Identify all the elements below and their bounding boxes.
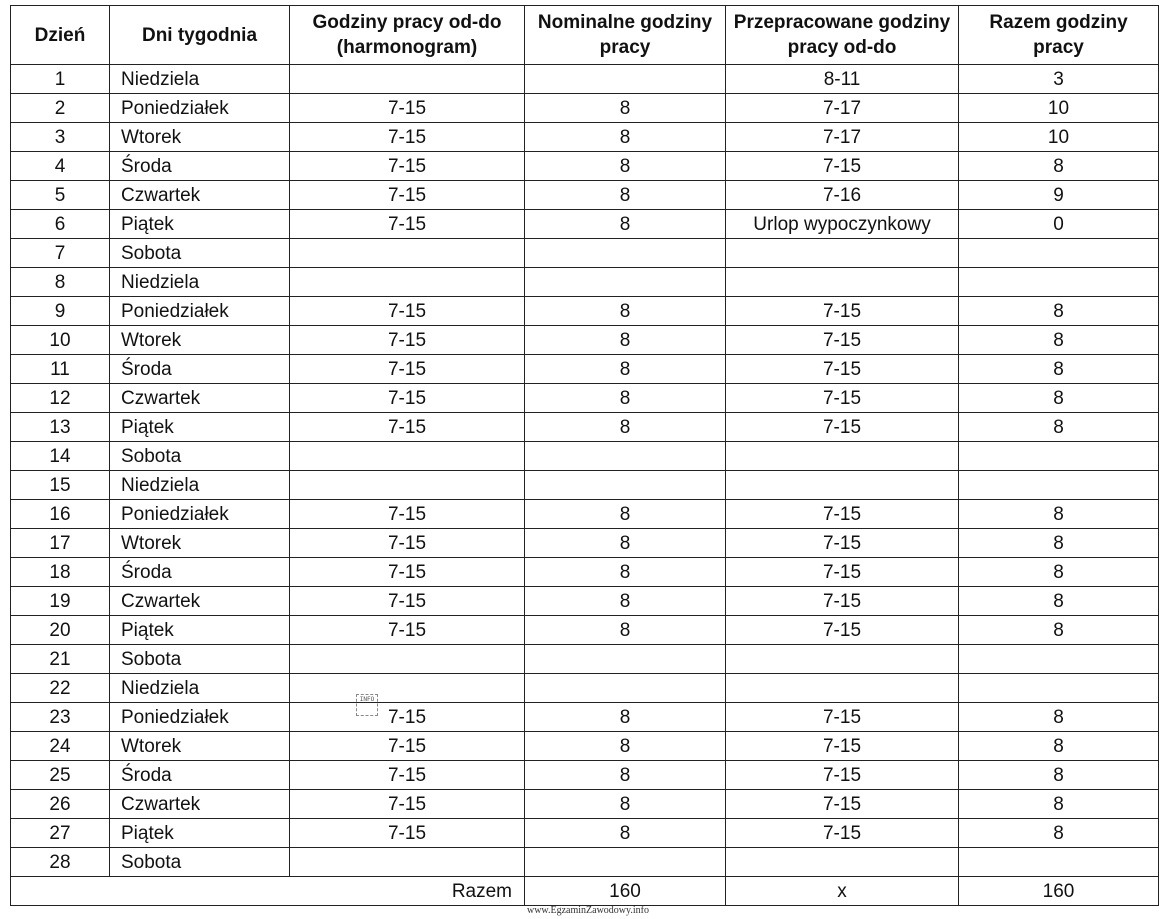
cell-total: 8 — [959, 819, 1159, 848]
header-weekday: Dni tygodnia — [110, 6, 290, 65]
cell-weekday: Wtorek — [110, 123, 290, 152]
cell-day: 7 — [11, 239, 110, 268]
cell-total: 0 — [959, 210, 1159, 239]
cell-scheduled: 7-15 — [290, 210, 525, 239]
cell-nominal — [525, 471, 726, 500]
cell-nominal — [525, 674, 726, 703]
cell-scheduled — [290, 65, 525, 94]
cell-nominal: 8 — [525, 703, 726, 732]
cell-weekday: Poniedziałek — [110, 94, 290, 123]
cell-nominal: 8 — [525, 384, 726, 413]
cell-total: 8 — [959, 732, 1159, 761]
cell-day: 22 — [11, 674, 110, 703]
cell-worked: 7-15 — [726, 732, 959, 761]
cell-scheduled: 7-15 — [290, 181, 525, 210]
cell-day: 5 — [11, 181, 110, 210]
cell-scheduled: 7-15 — [290, 355, 525, 384]
cell-day: 23 — [11, 703, 110, 732]
cell-nominal: 8 — [525, 152, 726, 181]
cell-worked — [726, 471, 959, 500]
cell-scheduled — [290, 268, 525, 297]
header-scheduled-hours: Godziny pracy od-do (harmonogram) — [290, 6, 525, 65]
cell-day: 8 — [11, 268, 110, 297]
cell-worked: 7-15 — [726, 297, 959, 326]
cell-day: 9 — [11, 297, 110, 326]
cell-worked: 7-16 — [726, 181, 959, 210]
cell-total: 8 — [959, 587, 1159, 616]
cell-total: 8 — [959, 326, 1159, 355]
cell-worked: 7-15 — [726, 703, 959, 732]
cell-worked — [726, 442, 959, 471]
cell-weekday: Sobota — [110, 848, 290, 877]
cell-nominal: 8 — [525, 94, 726, 123]
cell-scheduled: 7-15 — [290, 529, 525, 558]
cell-scheduled — [290, 645, 525, 674]
cell-worked: 8-11 — [726, 65, 959, 94]
cell-scheduled — [290, 442, 525, 471]
table-row — [11, 848, 1159, 877]
table-row — [11, 442, 1159, 471]
cell-scheduled: 7-15 — [290, 500, 525, 529]
cell-weekday: Środa — [110, 761, 290, 790]
table-row — [11, 326, 1159, 355]
header-total-hours: Razem godziny pracy — [959, 6, 1159, 65]
cell-day: 16 — [11, 500, 110, 529]
table-row — [11, 703, 1159, 732]
total-hours: 160 — [959, 877, 1159, 906]
table-row — [11, 239, 1159, 268]
cell-day: 12 — [11, 384, 110, 413]
table-row — [11, 471, 1159, 500]
cell-scheduled — [290, 471, 525, 500]
cell-weekday: Czwartek — [110, 384, 290, 413]
header-worked-hours: Przepracowane godziny pracy od-do — [726, 6, 959, 65]
cell-day: 21 — [11, 645, 110, 674]
work-hours-table — [10, 5, 1159, 906]
cell-nominal — [525, 65, 726, 94]
cell-scheduled: 7-15 — [290, 587, 525, 616]
table-row — [11, 732, 1159, 761]
cell-day: 26 — [11, 790, 110, 819]
table-row — [11, 558, 1159, 587]
cell-nominal: 8 — [525, 181, 726, 210]
cell-worked — [726, 239, 959, 268]
cell-scheduled: 7-15 — [290, 123, 525, 152]
header-row — [11, 6, 1159, 65]
cell-nominal: 8 — [525, 355, 726, 384]
cell-weekday: Piątek — [110, 819, 290, 848]
info-stamp: INFO — [356, 694, 378, 716]
cell-total: 3 — [959, 65, 1159, 94]
table-row — [11, 500, 1159, 529]
cell-scheduled: 7-15 — [290, 413, 525, 442]
cell-total: 8 — [959, 500, 1159, 529]
cell-nominal — [525, 442, 726, 471]
cell-total: 9 — [959, 181, 1159, 210]
cell-day: 24 — [11, 732, 110, 761]
cell-weekday: Niedziela — [110, 65, 290, 94]
cell-weekday: Niedziela — [110, 268, 290, 297]
table-body — [11, 65, 1159, 877]
cell-scheduled: 7-15 — [290, 326, 525, 355]
cell-worked: Urlop wypoczynkowy — [726, 210, 959, 239]
table-row — [11, 413, 1159, 442]
table-row — [11, 355, 1159, 384]
table-row — [11, 790, 1159, 819]
cell-day: 4 — [11, 152, 110, 181]
cell-weekday: Poniedziałek — [110, 297, 290, 326]
cell-day: 2 — [11, 94, 110, 123]
table-row — [11, 152, 1159, 181]
cell-nominal — [525, 268, 726, 297]
cell-worked: 7-15 — [726, 529, 959, 558]
cell-total — [959, 442, 1159, 471]
table-row — [11, 181, 1159, 210]
cell-worked: 7-15 — [726, 761, 959, 790]
cell-day: 28 — [11, 848, 110, 877]
cell-worked — [726, 674, 959, 703]
cell-weekday: Czwartek — [110, 790, 290, 819]
cell-worked: 7-17 — [726, 94, 959, 123]
table-row — [11, 268, 1159, 297]
table-row — [11, 123, 1159, 152]
table-row — [11, 94, 1159, 123]
cell-scheduled — [290, 239, 525, 268]
cell-day: 14 — [11, 442, 110, 471]
cell-total: 8 — [959, 413, 1159, 442]
total-nominal: 160 — [525, 877, 726, 906]
cell-nominal: 8 — [525, 413, 726, 442]
cell-scheduled: 7-15 — [290, 732, 525, 761]
cell-worked: 7-15 — [726, 384, 959, 413]
cell-day: 15 — [11, 471, 110, 500]
cell-weekday: Niedziela — [110, 471, 290, 500]
cell-day: 25 — [11, 761, 110, 790]
cell-day: 19 — [11, 587, 110, 616]
cell-day: 20 — [11, 616, 110, 645]
cell-scheduled: 7-15 — [290, 819, 525, 848]
cell-scheduled — [290, 674, 525, 703]
cell-worked — [726, 268, 959, 297]
cell-nominal — [525, 848, 726, 877]
cell-total: 8 — [959, 152, 1159, 181]
table-row — [11, 761, 1159, 790]
header-day: Dzień — [11, 6, 110, 65]
cell-nominal: 8 — [525, 558, 726, 587]
cell-worked — [726, 645, 959, 674]
cell-weekday: Piątek — [110, 210, 290, 239]
cell-weekday: Sobota — [110, 239, 290, 268]
cell-total: 8 — [959, 703, 1159, 732]
cell-nominal: 8 — [525, 529, 726, 558]
cell-total — [959, 239, 1159, 268]
cell-nominal: 8 — [525, 732, 726, 761]
cell-weekday: Niedziela — [110, 674, 290, 703]
table-row — [11, 297, 1159, 326]
table-row — [11, 65, 1159, 94]
cell-total — [959, 471, 1159, 500]
header-nominal-hours: Nominalne godziny pracy — [525, 6, 726, 65]
cell-worked: 7-15 — [726, 326, 959, 355]
total-worked: x — [726, 877, 959, 906]
cell-scheduled: 7-15 — [290, 384, 525, 413]
cell-weekday: Wtorek — [110, 732, 290, 761]
cell-scheduled: 7-15 — [290, 616, 525, 645]
table-row — [11, 674, 1159, 703]
table-row — [11, 645, 1159, 674]
cell-weekday: Czwartek — [110, 587, 290, 616]
cell-total — [959, 645, 1159, 674]
cell-day: 13 — [11, 413, 110, 442]
cell-scheduled: 7-15 — [290, 703, 525, 732]
cell-worked: 7-15 — [726, 587, 959, 616]
table-row — [11, 587, 1159, 616]
cell-total — [959, 268, 1159, 297]
cell-nominal: 8 — [525, 326, 726, 355]
cell-worked: 7-15 — [726, 790, 959, 819]
cell-total: 8 — [959, 384, 1159, 413]
cell-scheduled — [290, 848, 525, 877]
cell-nominal: 8 — [525, 210, 726, 239]
cell-weekday: Wtorek — [110, 529, 290, 558]
cell-total: 8 — [959, 761, 1159, 790]
cell-worked: 7-15 — [726, 413, 959, 442]
table-row — [11, 616, 1159, 645]
cell-worked: 7-15 — [726, 355, 959, 384]
cell-day: 3 — [11, 123, 110, 152]
cell-nominal: 8 — [525, 297, 726, 326]
cell-weekday: Piątek — [110, 616, 290, 645]
cell-weekday: Piątek — [110, 413, 290, 442]
cell-worked: 7-17 — [726, 123, 959, 152]
cell-day: 11 — [11, 355, 110, 384]
cell-nominal: 8 — [525, 761, 726, 790]
cell-worked: 7-15 — [726, 500, 959, 529]
cell-total: 8 — [959, 790, 1159, 819]
total-row — [11, 877, 1159, 906]
cell-weekday: Środa — [110, 355, 290, 384]
cell-worked — [726, 848, 959, 877]
footer-watermark: www.EgzaminZawodowy.info — [526, 905, 649, 916]
cell-nominal — [525, 239, 726, 268]
cell-worked: 7-15 — [726, 152, 959, 181]
table-row — [11, 210, 1159, 239]
cell-nominal: 8 — [525, 790, 726, 819]
cell-day: 18 — [11, 558, 110, 587]
cell-day: 27 — [11, 819, 110, 848]
cell-total: 8 — [959, 355, 1159, 384]
cell-worked: 7-15 — [726, 616, 959, 645]
cell-day: 17 — [11, 529, 110, 558]
cell-total: 8 — [959, 529, 1159, 558]
cell-total — [959, 674, 1159, 703]
total-label: Razem — [11, 877, 525, 906]
cell-scheduled: 7-15 — [290, 558, 525, 587]
cell-weekday: Sobota — [110, 442, 290, 471]
cell-weekday: Poniedziałek — [110, 703, 290, 732]
cell-nominal — [525, 645, 726, 674]
cell-weekday: Środa — [110, 152, 290, 181]
cell-weekday: Środa — [110, 558, 290, 587]
cell-total: 8 — [959, 558, 1159, 587]
cell-nominal: 8 — [525, 616, 726, 645]
cell-day: 10 — [11, 326, 110, 355]
cell-weekday: Sobota — [110, 645, 290, 674]
cell-scheduled: 7-15 — [290, 761, 525, 790]
table-row — [11, 819, 1159, 848]
cell-weekday: Wtorek — [110, 326, 290, 355]
cell-total — [959, 848, 1159, 877]
cell-weekday: Poniedziałek — [110, 500, 290, 529]
cell-nominal: 8 — [525, 123, 726, 152]
cell-worked: 7-15 — [726, 819, 959, 848]
cell-day: 1 — [11, 65, 110, 94]
cell-scheduled: 7-15 — [290, 152, 525, 181]
cell-total: 10 — [959, 123, 1159, 152]
cell-total: 8 — [959, 297, 1159, 326]
cell-worked: 7-15 — [726, 558, 959, 587]
cell-nominal: 8 — [525, 500, 726, 529]
cell-scheduled: 7-15 — [290, 94, 525, 123]
cell-day: 6 — [11, 210, 110, 239]
table-row — [11, 384, 1159, 413]
cell-scheduled: 7-15 — [290, 790, 525, 819]
table-row — [11, 529, 1159, 558]
cell-nominal: 8 — [525, 587, 726, 616]
cell-total: 10 — [959, 94, 1159, 123]
cell-weekday: Czwartek — [110, 181, 290, 210]
cell-scheduled: 7-15 — [290, 297, 525, 326]
cell-nominal: 8 — [525, 819, 726, 848]
cell-total: 8 — [959, 616, 1159, 645]
